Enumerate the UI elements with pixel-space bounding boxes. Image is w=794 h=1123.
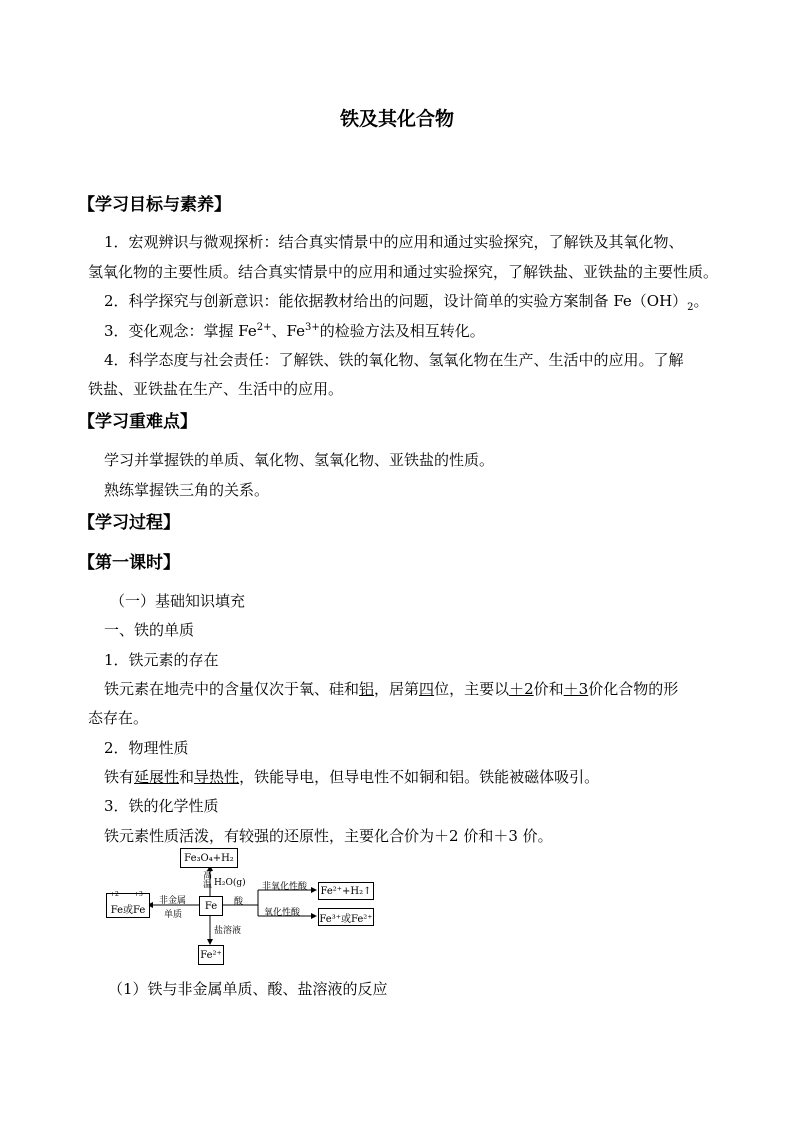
goal-2 — [104, 290, 709, 313]
p1-text-c: 位，主要以 — [434, 680, 510, 698]
subsection-3-1-heading: （1）铁与非金属单质、酸、盐溶液的反应 — [108, 980, 388, 998]
label-plus3: +3 — [134, 891, 143, 898]
goal-1-line-1: 1．宏观辨识与微观探析：结合真实情景中的应用和通过实验探究，了解铁及其氧化物、 — [104, 233, 684, 251]
box-fe-valence-text: Fe或Fe — [110, 905, 146, 916]
page-title: 铁及其化合物 — [339, 108, 454, 130]
label-plus2: +2 — [110, 891, 119, 898]
key-point-2: 熟练掌握铁三角的关系。 — [104, 481, 270, 499]
box-fe3-or-fe2: Fe³⁺或Fe²⁺ — [318, 908, 374, 926]
goal-2-end: 。 — [693, 292, 709, 310]
iron-reaction-diagram — [104, 846, 394, 968]
heading-goals: 【学习目标与素养】 — [78, 195, 231, 215]
goal-4-line-1: 4．科学态度与社会责任：了解铁、铁的氧化物、氢氧化物在生产、生活中的应用。了解 — [104, 351, 684, 369]
heading-lesson-1: 【第一课时】 — [78, 553, 180, 573]
box-fe-center: Fe — [199, 896, 223, 916]
p1-text-b: ，居第 — [374, 680, 420, 698]
goal-2-subscript: 2 — [687, 302, 694, 313]
paragraph-1-line-1 — [104, 678, 678, 699]
section-basic: （一）基础知识填充 — [110, 592, 246, 610]
p2-answer-ductility: 延展性 — [134, 768, 180, 786]
p1-text-e: 价化合物的形 — [588, 680, 679, 698]
label-high-temp: 高温 — [201, 870, 211, 888]
goal-3-sup-2: 3+ — [305, 322, 320, 333]
paragraph-1-line-2: 态存在。 — [88, 709, 149, 727]
label-salt-solution: 盐溶液 — [214, 926, 242, 936]
heading-process: 【学习过程】 — [78, 513, 180, 533]
subsection-2-heading: 2．物理性质 — [104, 739, 189, 757]
paragraph-2 — [104, 766, 599, 787]
box-fe2-ion: Fe²⁺ — [198, 945, 224, 965]
label-nonoxidizing-acid: 非氧化性酸 — [262, 882, 308, 892]
p2-text-c: ，铁能导电，但导电性不如铜和铝。铁能被磁体吸引。 — [239, 768, 600, 786]
box-fe3o4-h2: Fe₃O₄+H₂ — [180, 848, 238, 868]
goal-3-post: 的检验方法及相互转化。 — [319, 322, 485, 340]
subsection-1-heading: 1．铁元素的存在 — [104, 651, 219, 669]
label-nonmetal: 非金属 — [159, 896, 187, 906]
p1-answer-plus3: ＋3 — [563, 680, 589, 698]
label-oxidizing-acid: 氧化性酸 — [264, 908, 301, 918]
p1-answer-plus2: ＋2 — [509, 680, 534, 698]
goal-1-line-2: 氢氧化物的主要性质。结合真实情景中的应用和通过实验探究，了解铁盐、亚铁盐的主要性质。 — [88, 263, 719, 281]
goal-2-text: 2．科学探究与创新意识：能依据教材给出的问题，设计简单的实验方案制备 Fe（OH） — [104, 292, 688, 310]
section-1-heading: 一、铁的单质 — [104, 621, 195, 639]
label-water-vapor: H₂O(g) — [214, 878, 246, 888]
goal-4-line-2: 铁盐、亚铁盐在生产、生活中的应用。 — [88, 380, 344, 398]
p1-answer-al: 铝 — [359, 680, 375, 698]
goal-3-pre: 3．变化观念：掌握 Fe — [104, 322, 257, 340]
box-fe2-h2: Fe²⁺+H₂↑ — [318, 882, 374, 900]
heading-key-points: 【学习重难点】 — [78, 412, 197, 432]
label-acid: 酸 — [234, 897, 244, 907]
key-point-1: 学习并掌握铁的单质、氧化物、氢氧化物、亚铁盐的性质。 — [104, 451, 495, 469]
p1-text-d: 价和 — [533, 680, 564, 698]
p1-answer-four: 四 — [419, 680, 435, 698]
paragraph-3: 铁元素性质活泼，有较强的还原性，主要化合价为＋2 价和＋3 价。 — [104, 827, 553, 845]
goal-3 — [104, 320, 485, 341]
p2-answer-thermal: 导热性 — [194, 768, 240, 786]
goal-3-mid: 、Fe — [271, 322, 305, 340]
subsection-3-heading: 3．铁的化学性质 — [104, 797, 219, 815]
p1-text-a: 铁元素在地壳中的含量仅次于氧、硅和 — [104, 680, 360, 698]
p2-text-b: 和 — [179, 768, 195, 786]
label-element: 单质 — [164, 910, 183, 920]
p2-text-a: 铁有 — [104, 768, 135, 786]
goal-3-sup-1: 2+ — [256, 322, 272, 333]
